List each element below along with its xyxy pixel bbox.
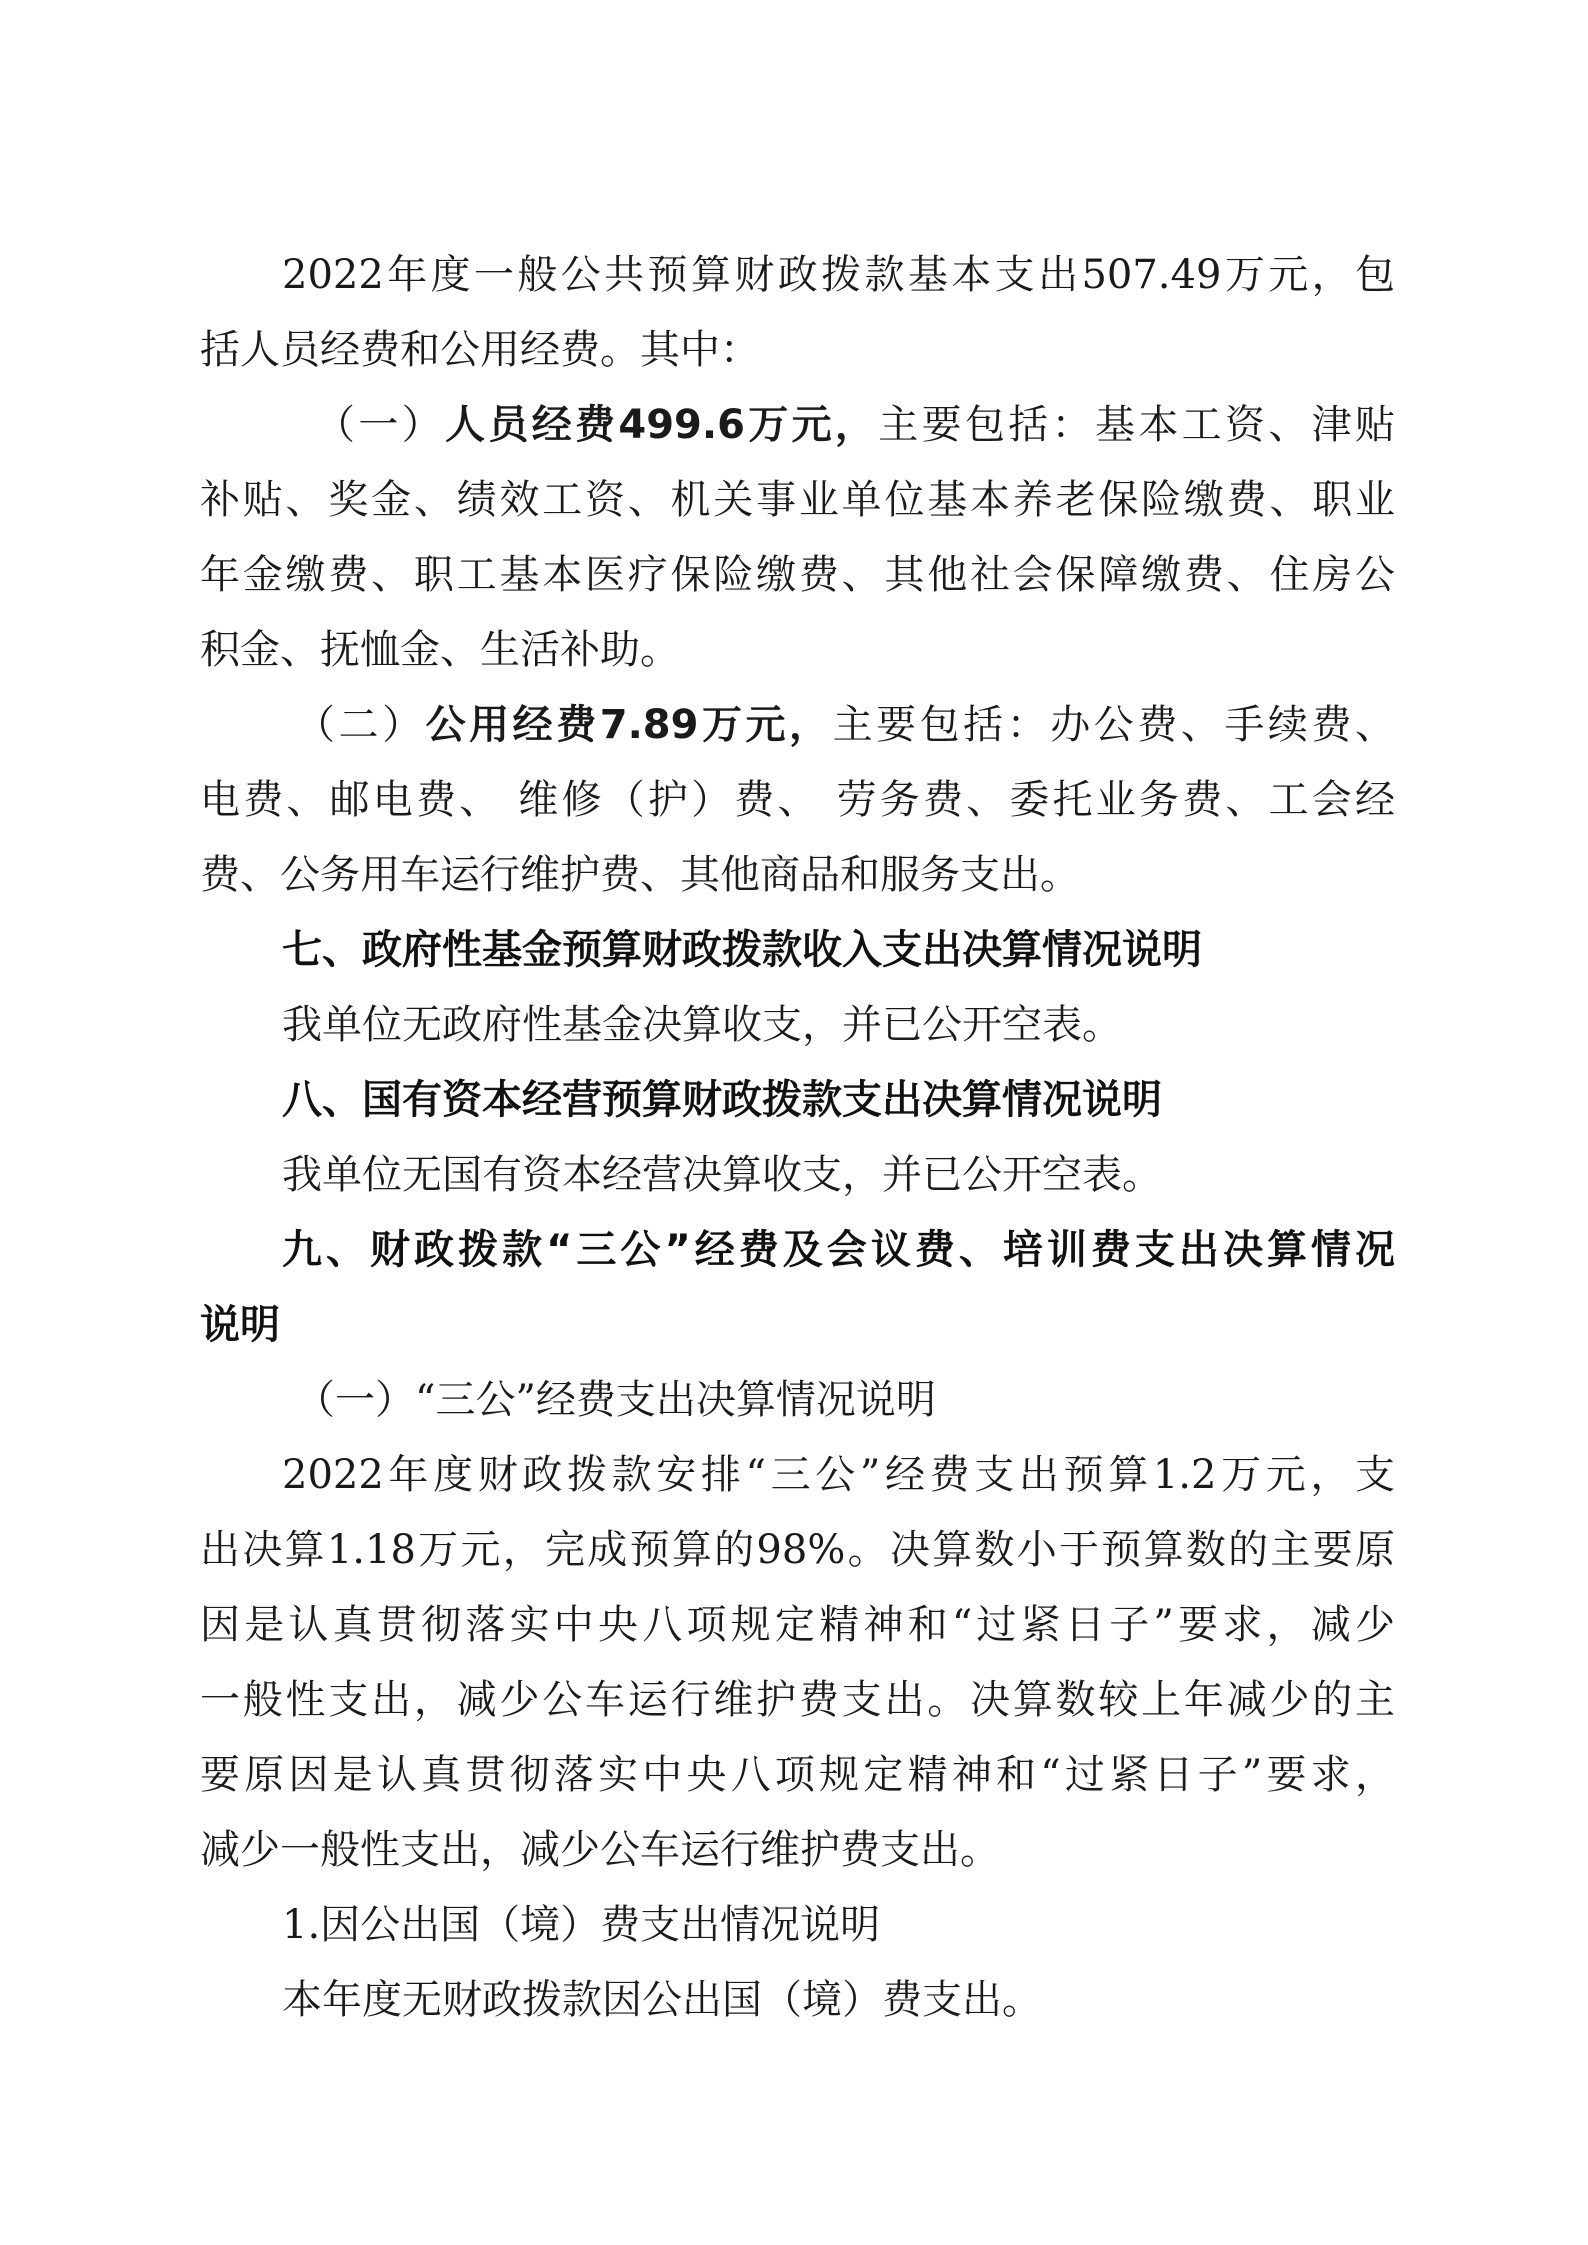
paragraph-line: 括人员经费和公用经费。其中： <box>200 327 760 373</box>
paragraph-line: 2022年度财政拨款安排“三公”经费支出预算1.2万元，支 <box>282 1452 1395 1498</box>
paragraph-line: 费、公务用车运行维护费、其他商品和服务支出。 <box>200 852 1080 898</box>
paragraph-line: 电费、邮电费、 维修（护）费、 劳务费、委托业务费、工会经 <box>200 777 1395 823</box>
bold-phrase: 人员经费499.6万元， <box>445 402 879 448</box>
section-heading: 八、国有资本经营预算财政拨款支出决算情况说明 <box>282 1077 1162 1123</box>
paragraph-line <box>295 700 1395 750</box>
paragraph-line: 积金、抚恤金、生活补助。 <box>200 627 680 673</box>
section-heading: 九、财政拨款“三公”经费及会议费、培训费支出决算情况 <box>282 1227 1395 1273</box>
paragraph-line: 一般性支出，减少公车运行维护费支出。决算数较上年减少的主 <box>200 1677 1395 1723</box>
section-heading: 说明 <box>200 1302 280 1348</box>
paragraph-line: 我单位无国有资本经营决算收支，并已公开空表。 <box>282 1152 1162 1198</box>
paragraph-line <box>315 400 1395 450</box>
paragraph-line: 要原因是认真贯彻落实中央八项规定精神和“过紧日子”要求， <box>200 1752 1395 1798</box>
subsection-title: （一）“三公”经费支出决算情况说明 <box>295 1377 936 1423</box>
paragraph-line: 我单位无政府性基金决算收支，并已公开空表。 <box>282 1002 1122 1048</box>
paragraph-line: 补贴、奖金、绩效工资、机关事业单位基本养老保险缴费、职业 <box>200 477 1395 523</box>
paragraph-line: 2022年度一般公共预算财政拨款基本支出507.49万元，包 <box>282 252 1395 298</box>
paragraph-line: 年金缴费、职工基本医疗保险缴费、其他社会保障缴费、住房公 <box>200 552 1395 598</box>
list-marker: （二） <box>295 702 426 748</box>
text-run: 主要包括：办公费、手续费、 <box>832 702 1395 748</box>
paragraph-line: 减少一般性支出，减少公车运行维护费支出。 <box>200 1827 1000 1873</box>
text-run: 主要包括：基本工资、津贴 <box>878 402 1396 448</box>
paragraph-line: 本年度无财政拨款因公出国（境）费支出。 <box>282 1977 1042 2023</box>
section-heading: 七、政府性基金预算财政拨款收入支出决算情况说明 <box>282 927 1202 973</box>
bold-phrase: 公用经费7.89万元， <box>425 702 833 748</box>
list-marker: （一） <box>315 402 446 448</box>
paragraph-line: 出决算1.18万元，完成预算的98%。决算数小于预算数的主要原 <box>200 1527 1395 1573</box>
paragraph-line: 因是认真贯彻落实中央八项规定精神和“过紧日子”要求，减少 <box>200 1602 1395 1648</box>
item-title: 1.因公出国（境）费支出情况说明 <box>282 1902 881 1948</box>
